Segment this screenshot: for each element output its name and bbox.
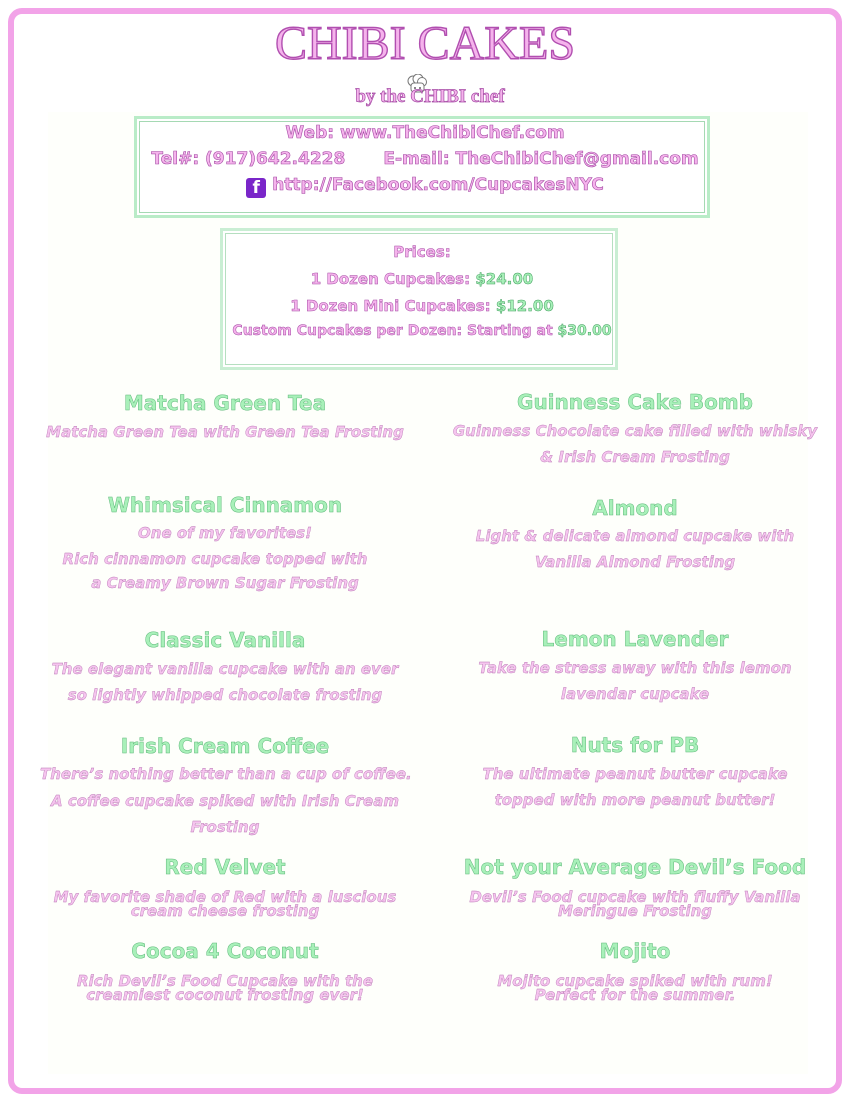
- flavor-desc: Light & delicate almond cupcake with: [475, 527, 795, 545]
- price-row: [223, 297, 621, 315]
- flavor-desc: There’s nothing better than a cup of coffee.: [40, 765, 412, 783]
- page-title: CHIBI CAKES: [274, 17, 576, 70]
- flavor-desc: Rich Devil’s Food Cupcake with the: [76, 972, 374, 990]
- flavor-name: Mojito: [599, 939, 671, 963]
- price-label: Custom Cupcakes per Dozen: Starting at: [232, 323, 553, 339]
- flavor-desc: so lightly whipped chocolate frosting: [67, 686, 383, 704]
- flavor-desc: Perfect for the summer.: [534, 986, 736, 1004]
- flavor-name: Cocoa 4 Coconut: [131, 939, 319, 963]
- flavor-name: Classic Vanilla: [144, 628, 306, 652]
- flavor-desc: Matcha Green Tea with Green Tea Frosting: [46, 423, 404, 441]
- flavor-desc: Frosting: [190, 818, 260, 836]
- price-row: [223, 270, 621, 288]
- price-label: 1 Dozen Cupcakes:: [310, 270, 471, 288]
- flavor-name: Nuts for PB: [570, 733, 700, 757]
- flavor-desc: topped with more peanut butter!: [494, 791, 776, 809]
- flavor-desc: Take the stress away with this lemon: [478, 659, 792, 677]
- flavor-desc: Devil’s Food cupcake with fluffy Vanilla: [469, 888, 801, 906]
- flavor-name: Lemon Lavender: [541, 627, 729, 651]
- flavor-desc: One of my favorites!: [138, 524, 312, 542]
- price-amount: $12.00: [495, 297, 554, 315]
- price-label: 1 Dozen Mini Cupcakes:: [290, 297, 491, 315]
- prices-box: [220, 228, 618, 370]
- facebook-icon[interactable]: f: [246, 178, 266, 198]
- flavor-desc: A coffee cupcake spiked with Irish Cream: [51, 792, 399, 810]
- flavor-desc: Vanilla Almond Frosting: [534, 553, 736, 571]
- flavor-desc: Rich cinnamon cupcake topped with: [62, 550, 368, 568]
- flavor-name: Red Velvet: [164, 855, 286, 879]
- flavor-desc: creamiest coconut frosting ever!: [86, 986, 364, 1004]
- contact-box: [134, 116, 710, 218]
- flavor-desc: cream cheese frosting: [130, 902, 320, 920]
- flavor-name: Matcha Green Tea: [123, 391, 327, 415]
- facebook-link[interactable]: http://Facebook.com/CupcakesNYC: [272, 175, 604, 195]
- flavor-name: Whimsical Cinnamon: [107, 493, 343, 517]
- email-link[interactable]: E-mail: TheChibiChef@gmail.com: [383, 149, 699, 169]
- flavor-name: Almond: [592, 496, 678, 520]
- flavor-desc: The ultimate peanut butter cupcake: [482, 765, 788, 783]
- byline: by the CHIBI chef: [355, 86, 505, 107]
- flavor-desc: Mojito cupcake spiked with rum!: [497, 972, 773, 990]
- flavor-name: Irish Cream Coffee: [120, 734, 330, 758]
- price-amount: $24.00: [475, 270, 534, 288]
- flavor-desc: My favorite shade of Red with a luscious: [53, 888, 397, 906]
- flavor-desc: a Creamy Brown Sugar Frosting: [91, 574, 359, 592]
- flavor-desc: & Irish Cream Frosting: [540, 448, 730, 466]
- phone-email-row: [137, 149, 713, 169]
- flavor-desc: Meringue Frosting: [557, 902, 713, 920]
- flavor-desc: The elegant vanilla cupcake with an ever: [51, 660, 399, 678]
- website-link[interactable]: Web: www.TheChibiChef.com: [285, 123, 565, 143]
- flavor-desc: Guinness Chocolate cake filled with whisky: [452, 422, 818, 440]
- flavor-name: Not your Average Devil’s Food: [463, 855, 807, 879]
- price-row: [223, 323, 621, 339]
- flavor-desc: lavendar cupcake: [560, 685, 710, 703]
- facebook-row: [137, 175, 713, 198]
- phone-number[interactable]: Tel#: (917)642.4228: [151, 149, 346, 169]
- prices-heading: Prices:: [393, 243, 451, 261]
- price-amount: $30.00: [557, 323, 612, 339]
- flavor-name: Guinness Cake Bomb: [517, 390, 753, 414]
